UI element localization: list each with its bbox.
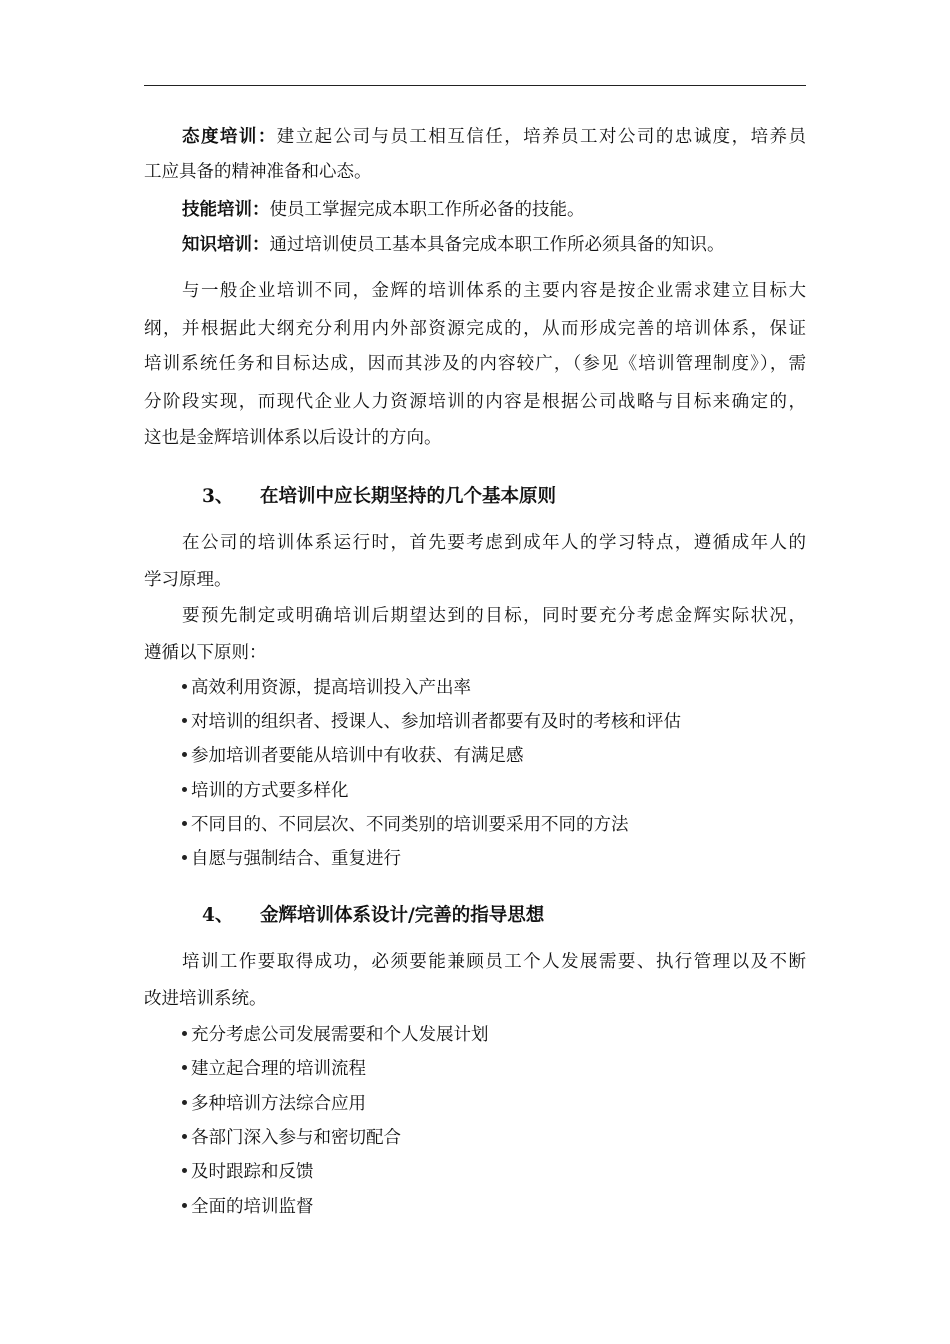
- skill-training-line: 技能培训：使员工掌握完成本职工作所必备的技能。: [182, 200, 585, 220]
- bullet-icon: [182, 855, 187, 860]
- section-4-number: 4、: [202, 905, 234, 926]
- intro-paragraph-line: 这也是金辉培训体系以后设计的方向。: [144, 428, 442, 448]
- bullet-icon: [182, 684, 187, 689]
- knowledge-training-term: 知识培训: [182, 235, 252, 255]
- section-4-para1-line: 培训工作要取得成功，必须要能兼顾员工个人发展需要、执行管理以及不断: [182, 952, 806, 972]
- section-4-title: 金辉培训体系设计/完善的指导思想: [260, 905, 545, 926]
- bullet-icon: [182, 1065, 187, 1070]
- bullet-icon: [182, 1100, 187, 1105]
- intro-paragraph-line: 纲，并根据此大纲充分利用内外部资源完成的，从而形成完善的培训体系，保证: [144, 319, 806, 339]
- intro-paragraph-line: 分阶段实现，而现代企业人力资源培训的内容是根据公司战略与目标来确定的，: [144, 392, 806, 412]
- bullet-icon: [182, 1134, 187, 1139]
- list-item: 自愿与强制结合、重复进行: [182, 848, 401, 870]
- list-item: 高效利用资源，提高培训投入产出率: [182, 677, 471, 699]
- list-item: 培训的方式要多样化: [182, 780, 349, 802]
- list-item: 及时跟踪和反馈: [182, 1161, 314, 1183]
- section-3-number: 3、: [202, 486, 234, 507]
- list-item: 充分考虑公司发展需要和个人发展计划: [182, 1024, 489, 1046]
- section-4-para1-line: 改进培训系统。: [144, 989, 267, 1009]
- section-3-para2-line: 要预先制定或明确培训后期望达到的目标，同时要充分考虑金辉实际状况，: [182, 606, 806, 626]
- skill-training-term: 技能培训: [182, 200, 252, 220]
- bullet-icon: [182, 1203, 187, 1208]
- attitude-training-line-2: 工应具备的精神准备和心态。: [144, 162, 372, 182]
- bullet-icon: [182, 718, 187, 723]
- bullet-icon: [182, 787, 187, 792]
- attitude-training-line-1: 态度培训：建立起公司与员工相互信任，培养员工对公司的忠诚度，培养员: [182, 127, 806, 147]
- list-item: 全面的培训监督: [182, 1196, 314, 1218]
- intro-paragraph-line: 与一般企业培训不同，金辉的培训体系的主要内容是按企业需求建立目标大: [182, 281, 806, 301]
- section-3-para1-line: 在公司的培训体系运行时，首先要考虑到成年人的学习特点，遵循成年人的: [182, 533, 806, 553]
- bullet-icon: [182, 752, 187, 757]
- list-item: 建立起合理的培训流程: [182, 1058, 366, 1080]
- intro-paragraph-line: 培训系统任务和目标达成，因而其涉及的内容较广，（参见《培训管理制度》），需: [144, 354, 806, 374]
- section-3-para2-line: 遵循以下原则：: [144, 643, 267, 663]
- list-item: 参加培训者要能从培训中有收获、有满足感: [182, 745, 524, 767]
- section-3-para1-line: 学习原理。: [144, 570, 232, 590]
- section-3-title: 在培训中应长期坚持的几个基本原则: [260, 486, 557, 507]
- list-item: 对培训的组织者、授课人、参加培训者都要有及时的考核和评估: [182, 711, 681, 733]
- knowledge-training-line: 知识培训：通过培训使员工基本具备完成本职工作所必须具备的知识。: [182, 235, 725, 255]
- bullet-icon: [182, 1168, 187, 1173]
- list-item: 各部门深入参与和密切配合: [182, 1127, 401, 1149]
- bullet-icon: [182, 821, 187, 826]
- list-item: 不同目的、不同层次、不同类别的培训要采用不同的方法: [182, 814, 629, 836]
- list-item: 多种培训方法综合应用: [182, 1093, 366, 1115]
- attitude-training-term: 态度培训: [182, 127, 258, 147]
- header-rule: [144, 85, 806, 86]
- bullet-icon: [182, 1031, 187, 1036]
